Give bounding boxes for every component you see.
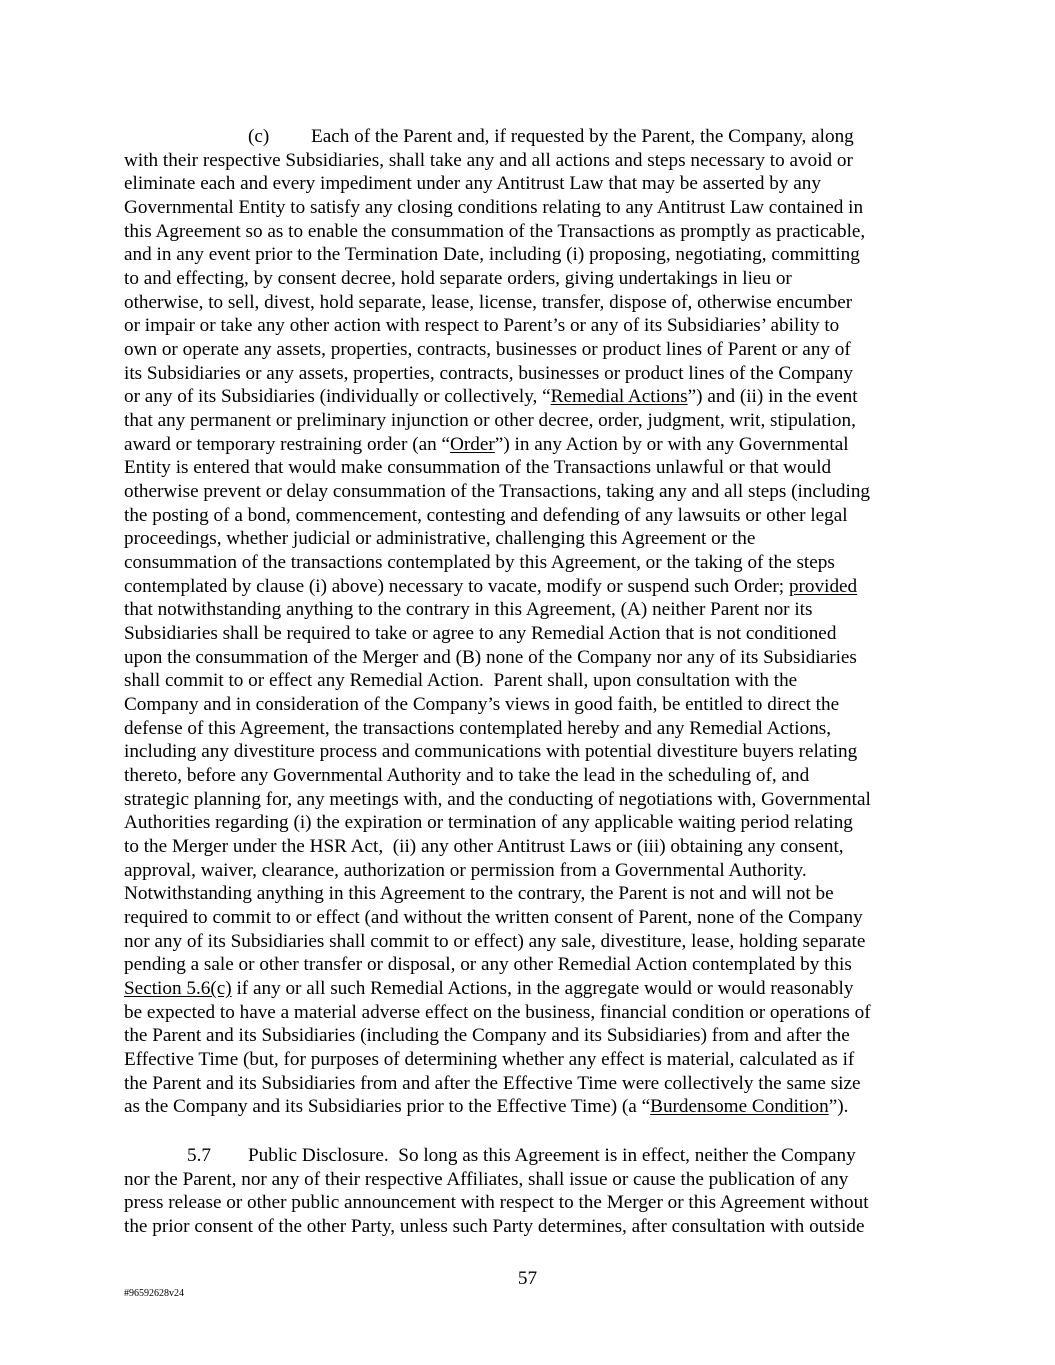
paragraph-c-line: shall commit to or effect any Remedial Action. Parent shall, upon consultation with the (124, 670, 798, 691)
paragraph-c-line: own or operate any assets, properties, contracts, businesses or product lines of Parent or any of (124, 339, 851, 360)
text-run: ”) in any Action by or with any Governmental (494, 434, 849, 455)
paragraph-c-line: upon the consummation of the Merger and (B) none of the Company nor any of its Subsidiaries (124, 647, 857, 668)
paragraph-c-line: approval, waiver, clearance, authorization or permission from a Governmental Authority. (124, 860, 807, 881)
paragraph-c-line: Notwithstanding anything in this Agreement to the contrary, the Parent is not and will not be (124, 883, 834, 904)
text-run: if any or all such Remedial Actions, in the aggregate would or would reasonably (231, 978, 854, 999)
paragraph-c-line: Each of the Parent and, if requested by the Parent, the Company, along (311, 126, 854, 147)
paragraph-c-line (124, 385, 858, 409)
text-run: or any of its Subsidiaries (individually or collectively, “ (124, 386, 551, 407)
paragraph-c-line: pending a sale or other transfer or disposal, or any other Remedial Action contemplated by this (124, 954, 852, 975)
paragraph-c-line: nor any of its Subsidiaries shall commit to or effect) any sale, divestiture, lease, holding separate (124, 931, 866, 952)
paragraph-c-line: Entity is entered that would make consummation of the Transactions unlawful or that would (124, 457, 832, 478)
paragraph-c-line: consummation of the transactions contemplated by this Agreement, or the taking of the steps (124, 552, 835, 573)
paragraph-c-line: Effective Time (but, for purposes of determining whether any effect is material, calculated as if (124, 1049, 855, 1070)
paragraph-c-line: Authorities regarding (i) the expiration or termination of any applicable waiting period relating (124, 812, 853, 833)
paragraph-c-line: to and effecting, by consent decree, hold separate orders, giving undertakings in lieu or (124, 268, 792, 289)
paragraph-c-line: Subsidiaries shall be required to take or agree to any Remedial Action that is not conditioned (124, 623, 837, 644)
paragraph-c-line: Governmental Entity to satisfy any closing conditions relating to any Antitrust Law contained in (124, 197, 864, 218)
text-run: contemplated by clause (i) above) necessary to vacate, modify or suspend such Order; (124, 576, 789, 597)
defined-term-burdensome-condition: Burdensome Condition (650, 1096, 829, 1117)
section-5-7-line: nor the Parent, nor any of their respective Affiliates, shall issue or cause the publication of any (124, 1169, 849, 1190)
paragraph-c-line: the posting of a bond, commencement, contesting and defending of any lawsuits or other legal (124, 505, 848, 526)
text-run: ”) and (ii) in the event (687, 386, 858, 407)
paragraph-c-line: be expected to have a material adverse effect on the business, financial condition or operations of (124, 1002, 871, 1023)
paragraph-c-line (124, 433, 849, 457)
paragraph-c-line: including any divestiture process and communications with potential divestiture buyers relating (124, 741, 858, 762)
text-run: ”). (828, 1096, 849, 1117)
section-number: 5.7 (187, 1145, 211, 1166)
paragraph-c-line: this Agreement so as to enable the consummation of the Transactions as promptly as practicable, (124, 221, 866, 242)
text-run: award or temporary restraining order (an “ (124, 434, 451, 455)
document-id: #96592628v24 (124, 1288, 184, 1299)
paragraph-c-line: or impair or take any other action with respect to Parent’s or any of its Subsidiaries’ ability to (124, 315, 840, 336)
paragraph-c-line: required to commit to or effect (and without the written consent of Parent, none of the Company (124, 907, 863, 928)
defined-term-remedial-actions: Remedial Actions (550, 386, 688, 407)
page-number: 57 (517, 1268, 538, 1289)
paragraph-c-marker: (c) (248, 126, 270, 147)
paragraph-c-line: eliminate each and every impediment under any Antitrust Law that may be asserted by any (124, 173, 821, 194)
section-5-7-line: Public Disclosure. So long as this Agreement is in effect, neither the Company (248, 1145, 856, 1166)
paragraph-c-line (124, 575, 857, 599)
paragraph-c-line: with their respective Subsidiaries, shall take any and all actions and steps necessary to avoid or (124, 150, 853, 171)
paragraph-c-line: the Parent and its Subsidiaries (including the Company and its Subsidiaries) from and after the (124, 1025, 850, 1046)
paragraph-c-line: otherwise, to sell, divest, hold separate, lease, license, transfer, dispose of, otherwise encumber (124, 292, 853, 313)
paragraph-c-line: Company and in consideration of the Company’s views in good faith, be entitled to direct the (124, 694, 840, 715)
paragraph-c-line: proceedings, whether judicial or administrative, challenging this Agreement or the (124, 528, 756, 549)
paragraph-c-line: otherwise prevent or delay consummation of the Transactions, taking any and all steps (including (124, 481, 871, 502)
paragraph-c-line (124, 977, 853, 1001)
paragraph-c-line: defense of this Agreement, the transactions contemplated hereby and any Remedial Actions, (124, 718, 832, 739)
paragraph-c-line: and in any event prior to the Termination Date, including (i) proposing, negotiating, committing (124, 244, 860, 265)
term-provided: provided (788, 576, 858, 597)
paragraph-c-line: thereto, before any Governmental Authority and to take the lead in the scheduling of, and (124, 765, 810, 786)
paragraph-c-line: to the Merger under the HSR Act, (ii) any other Antitrust Laws or (iii) obtaining any consent, (124, 836, 844, 857)
paragraph-c-line: that notwithstanding anything to the contrary in this Agreement, (A) neither Parent nor its (124, 599, 813, 620)
paragraph-c-line: its Subsidiaries or any assets, properties, contracts, businesses or product lines of the Company (124, 363, 853, 384)
paragraph-c-line: that any permanent or preliminary injunction or other decree, order, judgment, writ, stipulation, (124, 410, 856, 431)
defined-term-order: Order (450, 434, 495, 455)
paragraph-c-line: the Parent and its Subsidiaries from and after the Effective Time were collectively the same size (124, 1073, 861, 1094)
paragraph-c-line (124, 1095, 848, 1119)
paragraph-c-line: strategic planning for, any meetings with, and the conducting of negotiations with, Governmental (124, 789, 871, 810)
section-5-7-line: press release or other public announcement with respect to the Merger or this Agreement without (124, 1192, 869, 1213)
section-reference-5-6-c: Section 5.6(c) (124, 978, 232, 999)
section-5-7-line: the prior consent of the other Party, unless such Party determines, after consultation with outside (124, 1216, 865, 1237)
text-run: as the Company and its Subsidiaries prior to the Effective Time) (a “ (124, 1096, 651, 1117)
